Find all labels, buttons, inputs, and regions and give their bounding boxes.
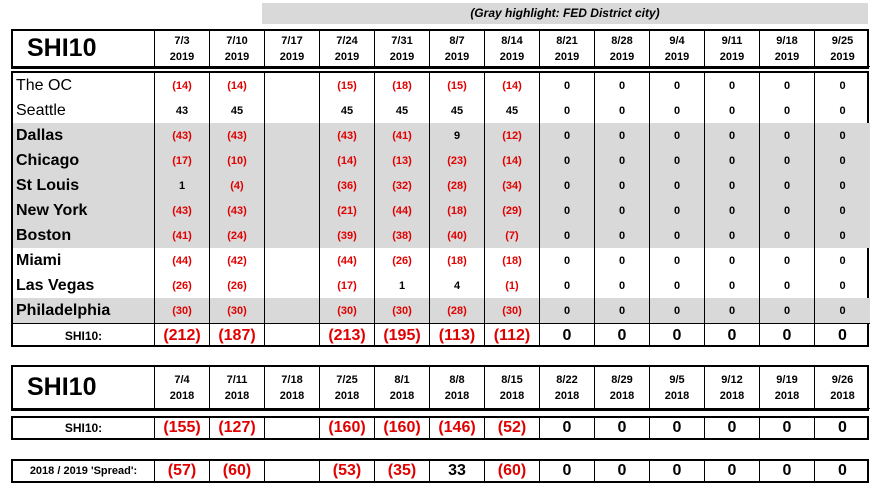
year-label: 2019 bbox=[830, 50, 855, 63]
date-label: 9/26 bbox=[831, 373, 854, 386]
date-label: 7/18 bbox=[281, 373, 303, 386]
value-cell: (28) bbox=[430, 298, 485, 323]
total-cell: 0 bbox=[705, 461, 760, 481]
total-cell: 0 bbox=[650, 461, 705, 481]
year-label: 2019 bbox=[609, 50, 635, 63]
date-label: 8/28 bbox=[611, 34, 633, 47]
value-cell: (44) bbox=[375, 198, 430, 223]
value-cell: (18) bbox=[430, 198, 485, 223]
value-cell: (26) bbox=[210, 273, 265, 298]
city-name: Seattle bbox=[13, 98, 155, 123]
value-cell: 0 bbox=[595, 198, 650, 223]
value-cell: 0 bbox=[815, 148, 870, 173]
value-cell: 0 bbox=[650, 98, 705, 123]
total-cell: (213) bbox=[320, 323, 375, 347]
date-label: 7/4 bbox=[174, 373, 190, 386]
total-cell: 0 bbox=[595, 461, 650, 481]
date-label: 8/7 bbox=[449, 34, 465, 47]
year-label: 2018 bbox=[609, 389, 635, 402]
date-header bbox=[815, 31, 870, 67]
value-cell: 45 bbox=[210, 98, 265, 123]
value-cell: 0 bbox=[540, 123, 595, 148]
date-header bbox=[760, 31, 815, 67]
value-cell: 0 bbox=[760, 148, 815, 173]
date-label: 9/25 bbox=[831, 34, 854, 47]
value-cell: (18) bbox=[375, 73, 430, 98]
value-cell: (40) bbox=[430, 223, 485, 248]
value-cell bbox=[265, 98, 320, 123]
value-cell: 0 bbox=[650, 148, 705, 173]
year-label: 2018 bbox=[169, 389, 195, 402]
legend-banner: (Gray highlight: FED District city) bbox=[262, 3, 868, 24]
city-name: Miami bbox=[13, 248, 155, 273]
value-cell: 0 bbox=[760, 298, 815, 323]
total-cell: 0 bbox=[595, 323, 650, 347]
value-cell: (18) bbox=[430, 248, 485, 273]
total-cell: (52) bbox=[485, 418, 540, 438]
value-cell: 43 bbox=[155, 98, 210, 123]
value-cell: 0 bbox=[705, 198, 760, 223]
value-cell: (14) bbox=[320, 148, 375, 173]
value-cell: (24) bbox=[210, 223, 265, 248]
value-cell: (30) bbox=[485, 298, 540, 323]
date-label: 8/8 bbox=[449, 373, 465, 386]
value-cell: 0 bbox=[595, 223, 650, 248]
year-label: 2018 bbox=[664, 389, 690, 402]
total-cell bbox=[265, 461, 320, 481]
value-cell: 0 bbox=[595, 298, 650, 323]
total-cell: (35) bbox=[375, 461, 430, 481]
year-label: 2019 bbox=[334, 50, 360, 63]
value-cell: 0 bbox=[705, 298, 760, 323]
value-cell: 0 bbox=[540, 273, 595, 298]
value-cell: 0 bbox=[650, 248, 705, 273]
value-cell: 0 bbox=[760, 273, 815, 298]
date-label: 9/19 bbox=[776, 373, 798, 386]
value-cell: (14) bbox=[155, 73, 210, 98]
value-cell: (13) bbox=[375, 148, 430, 173]
value-cell: (43) bbox=[210, 123, 265, 148]
value-cell: (15) bbox=[320, 73, 375, 98]
value-cell: 0 bbox=[540, 198, 595, 223]
value-cell: (17) bbox=[155, 148, 210, 173]
value-cell: (30) bbox=[210, 298, 265, 323]
value-cell: 45 bbox=[430, 98, 485, 123]
total-cell: 0 bbox=[595, 418, 650, 438]
total-cell: (160) bbox=[375, 418, 430, 438]
value-cell: (26) bbox=[375, 248, 430, 273]
year-label: 2019 bbox=[169, 50, 195, 63]
total-cell: 0 bbox=[650, 323, 705, 347]
year-label: 2019 bbox=[279, 50, 305, 63]
date-label: 9/18 bbox=[776, 34, 798, 47]
total-cell: 0 bbox=[705, 418, 760, 438]
value-cell: (18) bbox=[485, 248, 540, 273]
value-cell: 0 bbox=[760, 173, 815, 198]
value-cell: (23) bbox=[430, 148, 485, 173]
value-cell: 0 bbox=[839, 254, 846, 267]
total-cell: (113) bbox=[430, 323, 485, 347]
year-label: 2018 bbox=[224, 389, 250, 402]
total-cell: 0 bbox=[838, 462, 847, 479]
date-header bbox=[540, 367, 595, 409]
value-cell: (44) bbox=[155, 248, 210, 273]
date-label: 8/1 bbox=[394, 373, 410, 386]
total-cell: (60) bbox=[485, 461, 540, 481]
value-cell: 0 bbox=[705, 273, 760, 298]
value-cell: (4) bbox=[210, 173, 265, 198]
header-2019 bbox=[11, 29, 869, 69]
value-cell bbox=[265, 148, 320, 173]
value-cell: (30) bbox=[320, 298, 375, 323]
year-label: 2018 bbox=[334, 389, 360, 402]
value-cell: 0 bbox=[839, 279, 846, 292]
value-cell: (42) bbox=[210, 248, 265, 273]
value-cell: 0 bbox=[705, 148, 760, 173]
city-name: Philadelphia bbox=[13, 298, 155, 323]
city-name: New York bbox=[13, 198, 155, 223]
year-label: 2018 bbox=[554, 389, 580, 402]
value-cell: (43) bbox=[320, 123, 375, 148]
year-label: 2018 bbox=[830, 389, 855, 402]
year-label: 2018 bbox=[719, 389, 745, 402]
date-label: 7/25 bbox=[336, 373, 358, 386]
total-cell: (60) bbox=[210, 461, 265, 481]
total-cell: (212) bbox=[155, 323, 210, 347]
value-cell: (38) bbox=[375, 223, 430, 248]
city-name: St Louis bbox=[13, 173, 155, 198]
header-2018 bbox=[11, 365, 869, 411]
value-cell: (41) bbox=[375, 123, 430, 148]
date-header bbox=[485, 31, 540, 67]
date-label: 7/10 bbox=[226, 34, 248, 47]
date-header bbox=[265, 31, 320, 67]
total-label: SHI10: bbox=[13, 418, 155, 438]
value-cell: (41) bbox=[155, 223, 210, 248]
value-cell: 0 bbox=[650, 73, 705, 98]
value-cell: 0 bbox=[650, 298, 705, 323]
value-cell: (12) bbox=[485, 123, 540, 148]
value-cell bbox=[265, 223, 320, 248]
total-cell: (112) bbox=[485, 323, 540, 347]
total-cell: (195) bbox=[375, 323, 430, 347]
date-header bbox=[210, 367, 265, 409]
total-cell: 0 bbox=[650, 418, 705, 438]
date-header bbox=[430, 31, 485, 67]
year-label: 2019 bbox=[774, 50, 800, 63]
year-label: 2018 bbox=[389, 389, 415, 402]
value-cell: (43) bbox=[210, 198, 265, 223]
date-label: 8/15 bbox=[501, 373, 523, 386]
value-cell: 0 bbox=[595, 123, 650, 148]
value-cell: 0 bbox=[650, 223, 705, 248]
date-header bbox=[265, 367, 320, 409]
value-cell bbox=[265, 123, 320, 148]
date-header bbox=[210, 31, 265, 67]
total-cell: 0 bbox=[540, 323, 595, 347]
year-label: 2018 bbox=[444, 389, 470, 402]
city-name: Las Vegas bbox=[13, 273, 155, 298]
date-label: 8/21 bbox=[556, 34, 578, 47]
value-cell: (21) bbox=[320, 198, 375, 223]
value-cell: 0 bbox=[815, 223, 870, 248]
date-header bbox=[430, 367, 485, 409]
value-cell: 45 bbox=[485, 98, 540, 123]
date-label: 9/4 bbox=[669, 34, 685, 47]
value-cell: 0 bbox=[705, 173, 760, 198]
value-cell: (1) bbox=[485, 273, 540, 298]
value-cell: 0 bbox=[540, 223, 595, 248]
table-title: SHI10 bbox=[13, 367, 155, 409]
value-cell: (7) bbox=[485, 223, 540, 248]
year-label: 2018 bbox=[499, 389, 525, 402]
value-cell: 1 bbox=[155, 173, 210, 198]
total-cell: 33 bbox=[430, 461, 485, 481]
value-cell: 0 bbox=[595, 73, 650, 98]
date-label: 8/22 bbox=[556, 373, 578, 386]
year-label: 2019 bbox=[389, 50, 415, 63]
value-cell: (14) bbox=[210, 73, 265, 98]
value-cell: 0 bbox=[595, 148, 650, 173]
value-cell: 0 bbox=[760, 98, 815, 123]
value-cell: 9 bbox=[430, 123, 485, 148]
date-label: 7/31 bbox=[391, 34, 413, 47]
date-label: 7/24 bbox=[336, 34, 358, 47]
value-cell: (29) bbox=[485, 198, 540, 223]
value-cell: 0 bbox=[815, 173, 870, 198]
date-header bbox=[155, 31, 210, 67]
total-cell: 0 bbox=[705, 323, 760, 347]
value-cell: (10) bbox=[210, 148, 265, 173]
date-header bbox=[650, 31, 705, 67]
city-name: Boston bbox=[13, 223, 155, 248]
date-label: 7/3 bbox=[174, 34, 190, 47]
date-header bbox=[815, 367, 870, 409]
year-label: 2019 bbox=[719, 50, 745, 63]
date-header bbox=[705, 367, 760, 409]
total-cell: (53) bbox=[320, 461, 375, 481]
total-cell: 0 bbox=[760, 461, 815, 481]
date-label: 9/11 bbox=[721, 34, 743, 47]
total-cell: 0 bbox=[540, 461, 595, 481]
total-cell bbox=[265, 418, 320, 438]
date-label: 9/12 bbox=[721, 373, 743, 386]
value-cell: 0 bbox=[705, 98, 760, 123]
value-cell: (30) bbox=[375, 298, 430, 323]
spread-row bbox=[11, 459, 869, 483]
spacer-block bbox=[702, 347, 756, 361]
date-header bbox=[375, 367, 430, 409]
value-cell: 0 bbox=[760, 223, 815, 248]
value-cell: (17) bbox=[320, 273, 375, 298]
date-label: 7/11 bbox=[226, 373, 248, 386]
date-label: 8/14 bbox=[501, 34, 523, 47]
total-cell: 0 bbox=[838, 419, 847, 436]
value-cell: 45 bbox=[320, 98, 375, 123]
total-cell: (160) bbox=[320, 418, 375, 438]
date-header bbox=[320, 31, 375, 67]
total-cell: (155) bbox=[155, 418, 210, 438]
total-label: SHI10: bbox=[13, 323, 155, 347]
date-header bbox=[375, 31, 430, 67]
value-cell: 0 bbox=[815, 198, 870, 223]
value-cell: (30) bbox=[155, 298, 210, 323]
total-cell: (127) bbox=[210, 418, 265, 438]
year-label: 2019 bbox=[499, 50, 525, 63]
value-cell bbox=[265, 248, 320, 273]
date-header bbox=[595, 31, 650, 67]
value-cell bbox=[265, 273, 320, 298]
value-cell: 0 bbox=[815, 123, 870, 148]
table-title: SHI10 bbox=[13, 31, 155, 67]
city-name: The OC bbox=[13, 73, 155, 98]
value-cell: 0 bbox=[650, 173, 705, 198]
total-cell: (57) bbox=[155, 461, 210, 481]
date-header bbox=[485, 367, 540, 409]
value-cell: 0 bbox=[839, 104, 846, 117]
value-cell: (32) bbox=[375, 173, 430, 198]
value-cell: (43) bbox=[155, 123, 210, 148]
value-cell: (26) bbox=[155, 273, 210, 298]
date-header bbox=[650, 367, 705, 409]
value-cell: 0 bbox=[540, 298, 595, 323]
value-cell: (43) bbox=[155, 198, 210, 223]
value-cell bbox=[265, 198, 320, 223]
total-cell: 0 bbox=[540, 418, 595, 438]
date-label: 8/29 bbox=[611, 373, 633, 386]
value-cell: (14) bbox=[485, 148, 540, 173]
city-name: Chicago bbox=[13, 148, 155, 173]
value-cell: 0 bbox=[540, 173, 595, 198]
value-cell: 0 bbox=[760, 198, 815, 223]
value-cell: 1 bbox=[375, 273, 430, 298]
value-cell: 0 bbox=[650, 198, 705, 223]
value-cell: (36) bbox=[320, 173, 375, 198]
total-cell bbox=[265, 323, 320, 347]
value-cell: 0 bbox=[705, 248, 760, 273]
value-cell: 0 bbox=[705, 223, 760, 248]
value-cell: 0 bbox=[540, 73, 595, 98]
value-cell bbox=[265, 298, 320, 323]
value-cell: 0 bbox=[595, 273, 650, 298]
value-cell: 4 bbox=[430, 273, 485, 298]
value-cell: 0 bbox=[815, 298, 870, 323]
year-label: 2019 bbox=[444, 50, 470, 63]
date-label: 7/17 bbox=[281, 34, 303, 47]
total-cell: (146) bbox=[430, 418, 485, 438]
value-cell: 0 bbox=[760, 248, 815, 273]
value-cell bbox=[265, 173, 320, 198]
date-header bbox=[320, 367, 375, 409]
city-name: Dallas bbox=[13, 123, 155, 148]
totals-2018 bbox=[11, 416, 869, 440]
value-cell: (34) bbox=[485, 173, 540, 198]
table-2019 bbox=[11, 71, 869, 347]
year-label: 2019 bbox=[224, 50, 250, 63]
value-cell: 0 bbox=[760, 73, 815, 98]
year-label: 2019 bbox=[664, 50, 690, 63]
value-cell: 0 bbox=[540, 98, 595, 123]
date-header bbox=[595, 367, 650, 409]
value-cell: 0 bbox=[540, 148, 595, 173]
value-cell: 0 bbox=[595, 98, 650, 123]
total-cell: (187) bbox=[210, 323, 265, 347]
value-cell: 45 bbox=[375, 98, 430, 123]
date-label: 9/5 bbox=[669, 373, 685, 386]
value-cell: (15) bbox=[430, 73, 485, 98]
value-cell: 0 bbox=[595, 248, 650, 273]
value-cell: 0 bbox=[650, 273, 705, 298]
total-cell: 0 bbox=[760, 323, 815, 347]
value-cell: (44) bbox=[320, 248, 375, 273]
value-cell: 0 bbox=[760, 123, 815, 148]
total-cell: 0 bbox=[815, 323, 870, 347]
value-cell: (28) bbox=[430, 173, 485, 198]
date-header bbox=[760, 367, 815, 409]
date-header bbox=[155, 367, 210, 409]
value-cell bbox=[265, 73, 320, 98]
value-cell: 0 bbox=[540, 248, 595, 273]
value-cell: 0 bbox=[705, 73, 760, 98]
year-label: 2019 bbox=[554, 50, 580, 63]
total-cell: 0 bbox=[760, 418, 815, 438]
value-cell: 0 bbox=[705, 123, 760, 148]
value-cell: 0 bbox=[595, 173, 650, 198]
value-cell: (39) bbox=[320, 223, 375, 248]
year-label: 2018 bbox=[774, 389, 800, 402]
value-cell: 0 bbox=[839, 79, 846, 92]
year-label: 2018 bbox=[279, 389, 305, 402]
value-cell: (14) bbox=[485, 73, 540, 98]
value-cell: 0 bbox=[650, 123, 705, 148]
total-label: 2018 / 2019 'Spread': bbox=[13, 461, 155, 481]
date-header bbox=[540, 31, 595, 67]
date-header bbox=[705, 31, 760, 67]
